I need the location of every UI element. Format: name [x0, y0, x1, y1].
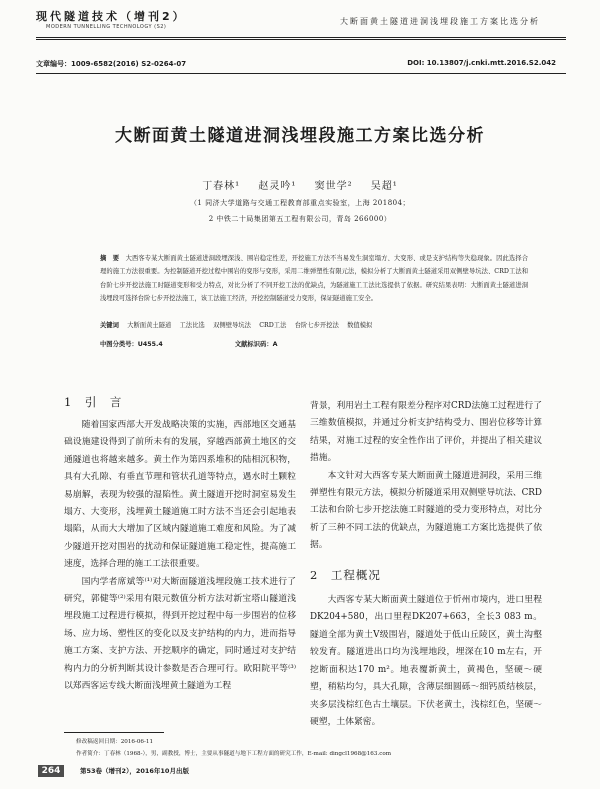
- article-number: 文章编号：1009-6582(2016) S2-0264-07: [36, 60, 187, 68]
- keyword: CRD工法: [259, 322, 287, 329]
- running-title: 大断面黄土隧道进洞浅埋段施工方案比选分析: [340, 17, 540, 26]
- keyword: 台阶七步开挖法: [294, 322, 339, 329]
- paragraph: 背景，利用岩土工程有限差分程序对CRD法施工过程进行了三维数值模拟，并通过分析支护结构受力、围岩位移等计算结果，对施工过程的安全性作出了评价，并提出了相关建议措施。: [310, 401, 542, 464]
- author-bio: 作者简介：丁春林（1968-），男，副教授，博士，主要从事隧道与地下工程方面的研究工作，E-mail: dingcl1968@163.com: [76, 751, 392, 757]
- affiliation: 2 中铁二十局集团第五工程有限公司，青岛 266000）: [208, 215, 392, 223]
- left-column: [64, 417, 296, 696]
- keyword: 工法比选: [179, 322, 205, 329]
- document-code: 文献标识码：A: [234, 341, 278, 348]
- journal-name-en: MODERN TUNNELLING TECHNOLOGY (S2): [46, 24, 167, 30]
- header-rule: [36, 37, 566, 38]
- abstract-label: 摘 要: [100, 255, 120, 262]
- abstract-text: 大西客专某大断面黄土隧道进洞段埋深浅、围岩稳定性差，开挖施工方法不当易发生洞室塌方、大变形、或是支护结构等失稳现象。因此选择合理的施工方法很重要。为控制隧道开挖过程中围岩的变形与变形，采用二维弹塑性有限元法，模拟分析了大断面黄土隧道采用双侧壁导坑法、CRD工法和台阶七步开挖法施工时隧道变形和受力特点，对比分析了不同开挖工法的优缺点，为隧道施工工法比选提供了依据。研究结果表明：大断面黄土隧道进洞浅埋段可选择台阶七步开挖法施工，该工法施工经济，开挖控制隧道受力变形，保证隧道施工安全。: [100, 255, 529, 302]
- footnote-rule: [64, 732, 164, 733]
- page-number: 264: [38, 765, 64, 777]
- affiliation: （1 同济大学道路与交通工程教育部重点实验室，上海 201804；: [189, 199, 411, 207]
- author-list: [0, 177, 600, 192]
- abstract: [100, 252, 528, 305]
- paragraph: 本文针对大西客专某大断面黄土隧道进洞段，采用三维弹塑性有限元方法，模拟分析隧道采用双侧壁导坑法、CRD工法和台阶七步开挖法施工时隧道的受力变形特点，对比分析了三种不同工法的优缺点，为隧道施工方案比选提供了依据。: [310, 470, 542, 551]
- header-rule-thin: [36, 39, 566, 40]
- paragraph: 大西客专某大断面黄土隧道位于忻州市境内，进口里程DK204+580，出口里程DK207+663，全长3 083 m。隧道全部为黄土Ⅴ级围岩，隧道处于低山丘陵区，黄土沟壑较发育。隧道进出口均为浅埋地段，埋深在10 m左右，开挖断面积达170 m²。地表覆新黄土，黄褐色，坚硬～硬塑，稍粘均匀，具大孔隙，含薄层细圆砾～细钙质结核层，夹多层浅棕红色古土壤层。下伏老黄土，浅棕红色，坚硬～硬塑，土体紧密。: [310, 595, 542, 727]
- right-column: [310, 398, 542, 731]
- keyword: 数值模拟: [347, 322, 373, 329]
- keywords: [100, 320, 528, 329]
- classification: [100, 339, 277, 348]
- volume-info: 第53卷（增刊2），2016年10月出版: [80, 767, 189, 775]
- author: 吴超¹: [370, 181, 398, 192]
- doi: DOI: 10.13807/j.cnki.mtt.2016.S2.042: [407, 59, 556, 67]
- author: 赵灵吟¹: [258, 181, 297, 192]
- keyword: 双侧壁导坑法: [213, 322, 251, 329]
- section-heading-intro: 1 引 言: [64, 395, 123, 409]
- keyword: 大断面黄土隧道: [127, 322, 172, 329]
- meta-rule: [36, 73, 566, 74]
- clc-number: 中图分类号：U455.4: [100, 341, 163, 348]
- paragraph: 国内学者席斌等⁽¹⁾对大断面隧道浅埋段施工技术进行了研究，郭健等⁽²⁾采用有限元数值分析方法对新宝塔山隧道浅埋段施工过程进行模拟，得到开挖过程中每一步围岩的位移场、应力场、塑性区的变化以及支护结构的内力，进而指导施工方案、支护方法、开挖顺序的确定，同时通过对支护结构内力的分析判断其设计参数是否合理可行。欧阳院平等⁽³⁾以郑西客运专线大断面浅埋黄土隧道为工程: [64, 576, 296, 692]
- paper-title: 大断面黄土隧道进洞浅埋段施工方案比选分析: [115, 126, 485, 146]
- author: 丁春林¹: [202, 181, 241, 192]
- keywords-label: 关键词: [100, 322, 119, 329]
- paragraph: 随着国家西部大开发战略决策的实施，西部地区交通基础设施建设得到了前所未有的发展，穿越西部黄土地区的交通隧道也将越来越多。黄土作为第四系堆积的陆相沉积物，具有大孔隙、有垂直节理和管状孔道等特点，遇水时土颗粒易崩解，表现为较强的湿陷性。黄土隧道开挖时洞室易发生塌方、大变形，浅埋黄土隧道施工时方法不当还会引起地表塌陷，从而大大增加了区域内隧道施工难度和风险。为了减少隧道开挖对围岩的扰动和保证隧道施工稳定性，提高施工速度，选择合理的施工工法很重要。: [64, 420, 296, 570]
- journal-name-cn: 现代隧道技术（增刊2）: [36, 10, 187, 23]
- received-date: 修改稿返回日期：2016-06-11: [76, 739, 154, 745]
- section-heading-project: 2 工程概况: [310, 567, 381, 582]
- author: 窦世学²: [314, 181, 353, 192]
